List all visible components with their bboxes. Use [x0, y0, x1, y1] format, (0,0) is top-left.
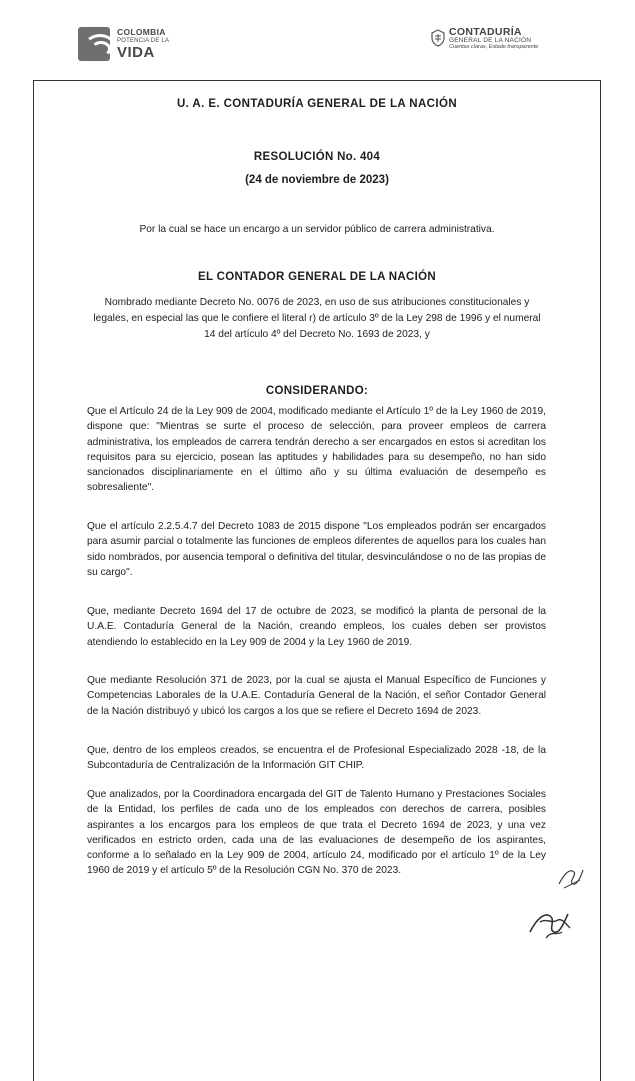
contaduria-logo: [431, 27, 561, 63]
colombia-waves-icon: [78, 27, 110, 61]
entity-title: U. A. E. CONTADURÍA GENERAL DE LA NACIÓN: [176, 98, 458, 110]
resolution-date: (24 de noviembre de 2023): [245, 174, 389, 186]
shield-icon: [431, 29, 445, 47]
colombia-logo: [78, 24, 188, 64]
resolution-subject: Por la cual se hace un encargo a un servidor público de carrera administrativa.: [139, 224, 495, 235]
handwritten-signature: [526, 902, 574, 944]
considering-paragraph: Que el Artículo 24 de la Ley 909 de 2004, modificado mediante el Artículo 1º de la Ley 1960 de 2019, dispone que: "Mientras se surte el proceso de selección, para proveer empleos de carrera administrativa, los empleados de carrera tendrán derecho a ser encargados en estos si acreditan los requisitos para su ejercicio, posean las aptitudes y habilidades para su desempeño, no han sido sancionados disciplinariamente en el último año y su última evaluación de desempeño es sobresaliente".: [87, 406, 546, 494]
colombia-logo-line3: VIDA: [117, 43, 155, 61]
considering-paragraph: Que, dentro de los empleos creados, se encuentra el de Profesional Especializado 2028 -18, de la Subcontaduría de Centralización de la Información GIT CHIP.: [87, 745, 546, 772]
appointment-text: Nombrado mediante Decreto No. 0076 de 2023, en uso de sus atribuciones constitucionales y legales, en especial las que le confiere el literal r) de artículo 3º de la Ley 298 de 1996 y el numeral 14 del artículo 4º del Decreto No. 1693 de 2023, y: [93, 297, 541, 340]
considering-paragraph: Que mediante Resolución 371 de 2023, por la cual se ajusta el Manual Específico de Funciones y Competencias Laborales de la U.A.E. Contaduría General de la Nación, el señor Contador General de la Nación distribuyó y ubicó los cargos a los que se refiere el Decreto 1694 de 2023.: [87, 675, 546, 717]
considering-paragraph: Que el artículo 2.2.5.4.7 del Decreto 1083 de 2015 dispone "Los empleados podrán ser encargados para asumir parcial o totalmente las funciones de empleos diferentes de aquellos para los cuales han sido nombrados, por ausencia temporal o definitiva del titular, desvinculándose o no de las propias de su cargo".: [87, 521, 546, 578]
resolution-number: RESOLUCIÓN No. 404: [253, 151, 381, 163]
considering-paragraph: Que analizados, por la Coordinadora encargada del GIT de Talento Humano y Prestaciones Sociales de la Entidad, los perfiles de cada uno de los empleados con derechos de carrera, posibles aspirantes a los encargos para los empleos de que trata el Decreto 1694 de 2023, y una vez verificados en estricto orden, cada una de las evaluaciones de desempeño de los aspirantes, conforme a lo señalado en la Ley 909 de 2004, artículo 24, modificado por el artículo 1º de la Ley 1960 de 2019 y el artículo 5º de la Resolución CGN No. 370 de 2023.: [87, 789, 546, 877]
considering-paragraph: Que, mediante Decreto 1694 del 17 de octubre de 2023, se modificó la planta de personal de la U.A.E. Contaduría General de la Nación, creando empleos, los cuales deben ser provistos atendiendo lo establecido en la Ley 909 de 2004 y la Ley 1960 de 2019.: [87, 606, 546, 648]
contaduria-logo-line2: GENERAL DE LA NACIÓN: [449, 37, 532, 45]
initials-mark: [556, 862, 586, 892]
author-title: EL CONTADOR GENERAL DE LA NACIÓN: [198, 271, 436, 283]
colombia-logo-line1: COLOMBIA: [117, 27, 166, 38]
considering-heading: CONSIDERANDO:: [265, 385, 369, 397]
contaduria-logo-slogan: Cuentas claras, Estado transparente: [449, 43, 539, 50]
colombia-logo-line2: POTENCIA DE LA: [117, 37, 170, 44]
contaduria-logo-line1: CONTADURÍA: [449, 26, 522, 38]
